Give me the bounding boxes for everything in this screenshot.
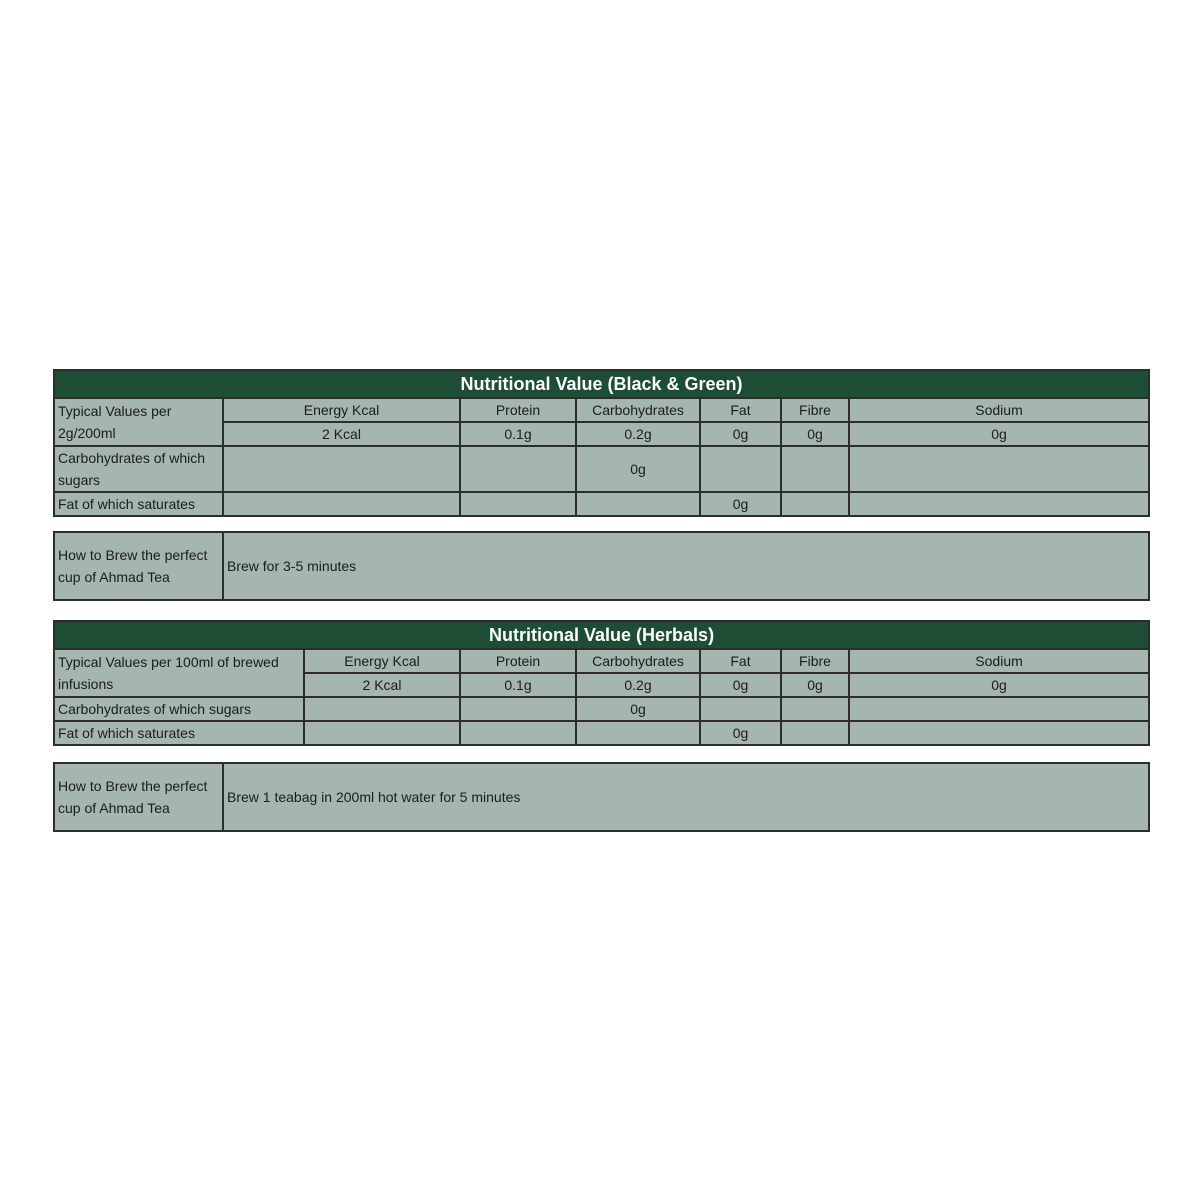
empty-cell	[223, 446, 460, 492]
value-carbohydrates: 0.2g	[576, 422, 700, 446]
brew-label: How to Brew the perfect cup of Ahmad Tea	[54, 763, 223, 831]
empty-cell	[700, 446, 781, 492]
empty-cell	[849, 721, 1149, 745]
brew-instructions-black-green	[53, 531, 1150, 601]
value-fat: 0g	[700, 673, 781, 697]
header-fat: Fat	[700, 649, 781, 673]
header-carbohydrates: Carbohydrates	[576, 649, 700, 673]
brew-instruction: Brew for 3-5 minutes	[223, 532, 1149, 600]
header-fibre: Fibre	[781, 649, 849, 673]
fat-saturates-value: 0g	[700, 721, 781, 745]
header-protein: Protein	[460, 649, 576, 673]
empty-cell	[781, 492, 849, 516]
value-energy: 2 Kcal	[304, 673, 460, 697]
nutrition-table-black-green	[53, 369, 1150, 517]
brew-label: How to Brew the perfect cup of Ahmad Tea	[54, 532, 223, 600]
carb-sugars-value: 0g	[576, 697, 700, 721]
value-sodium: 0g	[849, 673, 1149, 697]
brew-instruction: Brew 1 teabag in 200ml hot water for 5 minutes	[223, 763, 1149, 831]
header-fibre: Fibre	[781, 398, 849, 422]
value-energy: 2 Kcal	[223, 422, 460, 446]
carb-sugars-value: 0g	[576, 446, 700, 492]
empty-cell	[849, 697, 1149, 721]
empty-cell	[304, 697, 460, 721]
empty-cell	[781, 721, 849, 745]
empty-cell	[304, 721, 460, 745]
brew-instructions-herbals	[53, 762, 1150, 832]
table-title: Nutritional Value (Herbals)	[54, 621, 1149, 649]
value-fat: 0g	[700, 422, 781, 446]
typical-values-label: Typical Values per 2g/200ml	[54, 398, 223, 446]
empty-cell	[849, 446, 1149, 492]
empty-cell	[460, 446, 576, 492]
empty-cell	[460, 697, 576, 721]
value-carbohydrates: 0.2g	[576, 673, 700, 697]
empty-cell	[460, 721, 576, 745]
value-sodium: 0g	[849, 422, 1149, 446]
carb-sugars-label: Carbohydrates of which sugars	[54, 446, 223, 492]
fat-saturates-value: 0g	[700, 492, 781, 516]
empty-cell	[700, 697, 781, 721]
header-carbohydrates: Carbohydrates	[576, 398, 700, 422]
fat-saturates-label: Fat of which saturates	[54, 721, 304, 745]
header-energy: Energy Kcal	[304, 649, 460, 673]
fat-saturates-label: Fat of which saturates	[54, 492, 223, 516]
empty-cell	[576, 721, 700, 745]
carb-sugars-label: Carbohydrates of which sugars	[54, 697, 304, 721]
empty-cell	[781, 446, 849, 492]
typical-values-label: Typical Values per 100ml of brewed infusions	[54, 649, 304, 697]
empty-cell	[849, 492, 1149, 516]
table-title: Nutritional Value (Black & Green)	[54, 370, 1149, 398]
header-protein: Protein	[460, 398, 576, 422]
value-fibre: 0g	[781, 422, 849, 446]
empty-cell	[576, 492, 700, 516]
value-protein: 0.1g	[460, 673, 576, 697]
header-sodium: Sodium	[849, 649, 1149, 673]
value-protein: 0.1g	[460, 422, 576, 446]
header-sodium: Sodium	[849, 398, 1149, 422]
empty-cell	[223, 492, 460, 516]
empty-cell	[460, 492, 576, 516]
value-fibre: 0g	[781, 673, 849, 697]
header-fat: Fat	[700, 398, 781, 422]
empty-cell	[781, 697, 849, 721]
header-energy: Energy Kcal	[223, 398, 460, 422]
nutrition-table-herbals	[53, 620, 1150, 746]
